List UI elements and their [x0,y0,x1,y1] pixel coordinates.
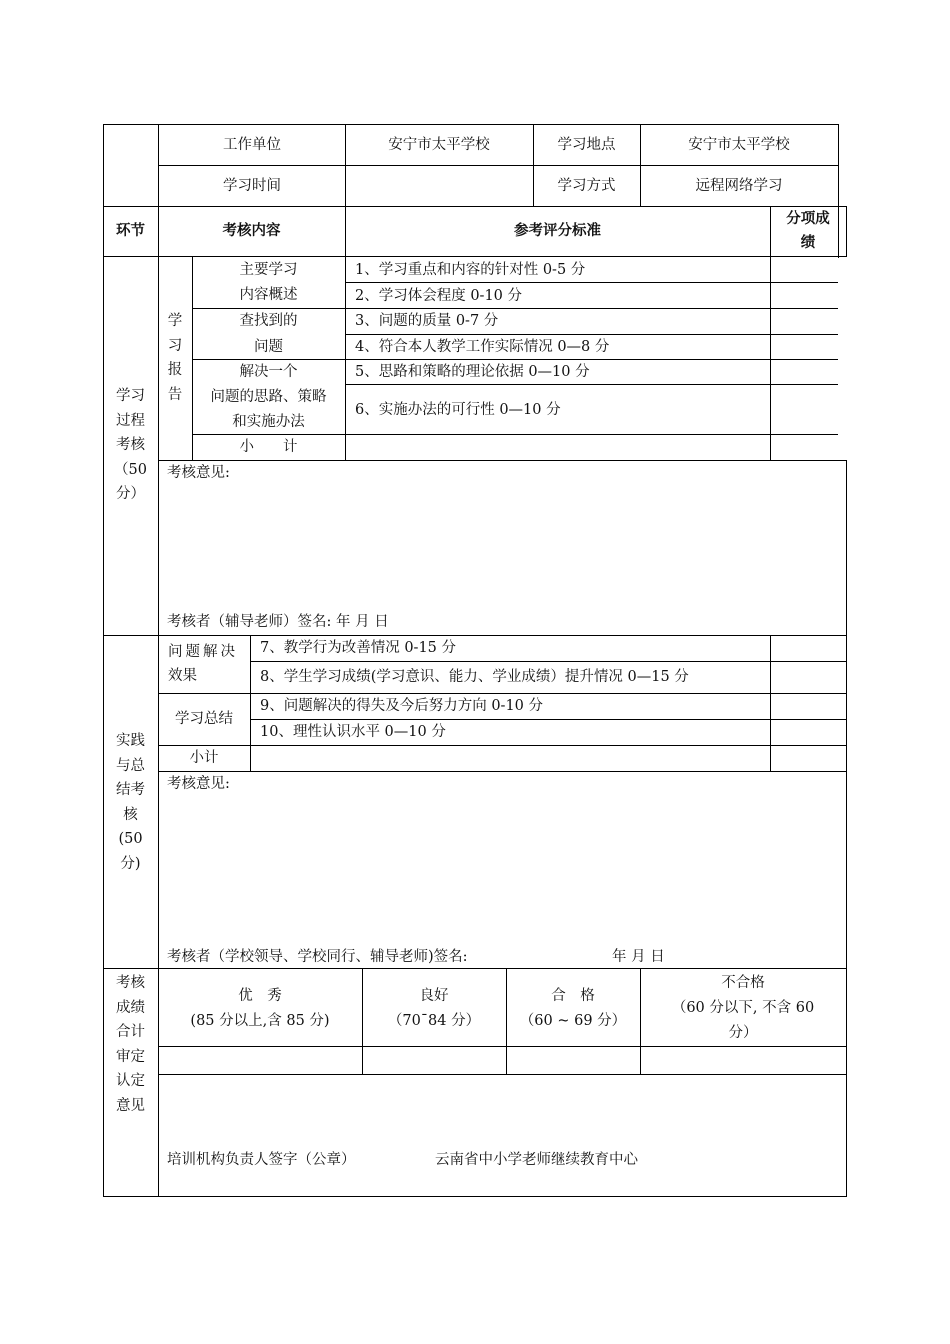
process-opinion-label: 考核意见: [167,465,230,481]
practice-opinion-label: 考核意见: [167,776,230,792]
study-place-value: 安宁市太平学校 [688,137,790,153]
header-score-line1: 分项成 [786,211,830,227]
work-unit-label: 工作单位 [223,137,281,153]
effect-label-line1: 问题解决 [168,644,238,660]
report-item-solution-line3: 和实施办法 [232,414,305,430]
practice-subtotal-label: 小计 [189,750,219,766]
grade-excellent-range: (85 分以上,含 85 分) [190,1013,330,1029]
practice-signature: 考核者（学校领导、学校同行、辅导老师)签名: [167,949,468,965]
header-content: 考核内容 [222,223,281,239]
study-mode-label: 学习方式 [557,178,616,194]
study-time-label: 学习时间 [223,178,281,194]
grade-fail-title: 不合格 [721,975,765,991]
header-criteria: 参考评分标准 [514,223,601,239]
header-stage: 环节 [116,223,145,239]
criterion-6: 6、实施办法的可行性 0—10 分 [355,402,561,418]
work-unit-value: 安宁市太平学校 [388,137,490,153]
report-item-summary-line2: 内容概述 [239,287,298,303]
report-item-solution-line2: 问题的思路、策略 [210,389,327,405]
study-place-label: 学习地点 [557,137,616,153]
criterion-8: 8、学生学习成绩(学习意识、能力、学业成绩）提升情况 0—15 分 [260,669,689,685]
criterion-1: 1、学习重点和内容的针对性 0-5 分 [355,262,586,278]
process-subtotal-label: 小 计 [239,439,298,455]
criterion-3: 3、问题的质量 0-7 分 [355,313,499,329]
study-report-label: 学 习 报 告 [167,313,183,403]
practice-signature-date: 年 月 日 [612,949,665,965]
institution-name: 云南省中小学老师继续教育中心 [435,1152,638,1168]
criterion-5: 5、思路和策略的理论依据 0—10 分 [355,364,590,380]
header-score-line2: 绩 [800,235,816,251]
grade-excellent-title: 优 秀 [238,988,282,1004]
study-mode-value: 远程网络学习 [695,178,783,194]
grade-pass-title: 合 格 [551,988,595,1004]
institution-signature-label: 培训机构负责人签字（公章） [167,1152,356,1168]
report-item-summary-line1: 主要学习 [239,262,298,278]
criterion-7: 7、教学行为改善情况 0-15 分 [260,640,457,656]
grade-good-range: （70¯84 分） [387,1013,481,1029]
grade-fail-range: （60 分以下, 不含 60 [671,1000,815,1016]
grade-fail-range-end: 分） [728,1025,758,1041]
grade-pass-range: （60 ~ 69 分） [519,1013,627,1029]
practice-section-label: 实践 与总 结考 核 (50 分) [116,733,145,872]
final-section-label: 考核 成绩 合计 审定 认定 意见 [116,975,145,1114]
report-item-solution-line1: 解决一个 [239,364,298,380]
process-section-label: 学习 过程 考核 （50 分） [114,388,147,502]
criterion-10: 10、理性认识水平 0—10 分 [260,724,446,740]
criterion-2: 2、学习体会程度 0-10 分 [355,288,523,304]
criterion-4: 4、符合本人教学工作实际情况 0—8 分 [355,339,610,355]
report-item-problem-line1: 查找到的 [239,313,298,329]
criterion-9: 9、问题解决的得失及今后努力方向 0-10 分 [260,698,544,714]
summary-label: 学习总结 [175,711,233,727]
effect-label-line2: 效果 [168,668,197,684]
report-item-problem-line2: 问题 [254,339,283,355]
grade-good-title: 良好 [419,988,449,1004]
process-signature: 考核者（辅导老师）签名: 年 月 日 [167,614,389,630]
